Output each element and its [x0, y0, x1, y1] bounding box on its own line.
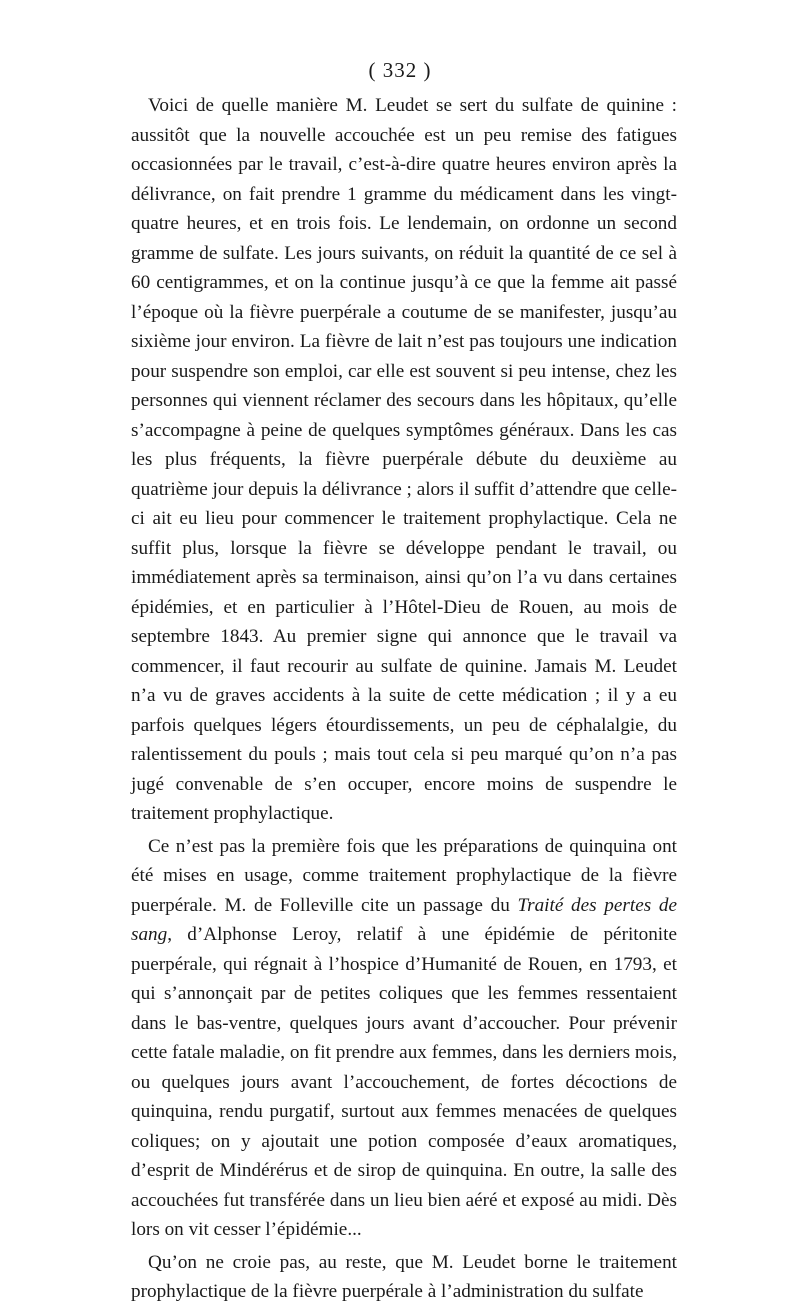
- paragraph-3: [131, 1248, 677, 1307]
- paragraph-2: [131, 832, 677, 1245]
- paragraph-3-text: Qu’on ne croie pas, au reste, que M. Leudet borne le traitement prophylactique de la fièvre puerpérale à l’administration du sulfate: [131, 1251, 677, 1302]
- paragraph-2-text-end: , d’Alphonse Leroy, relatif à une épidémie de péritonite puerpérale, qui régnait à l’hospice d’Humanité de Rouen, en 1793, et qui s’annonçait par de petites coliques que les femmes ressentaient dans le bas-ventre, quelques jours avant d’accoucher. Pour prévenir cette fatale maladie, on fit prendre aux femmes, dans les derniers mois, ou quelques jours avant l’accouchement, de fortes décoctions de quinquina, rendu purgatif, surtout aux femmes menacées de quelques coliques; on y ajoutait une potion composée d’eaux aromatiques, d’esprit de Mindérérus et de sirop de quinquina. En outre, la salle des accouchées fut transférée dans un lieu bien aéré et exposé au midi. Dès lors on vit cesser l’épidémie...: [131, 924, 677, 1240]
- paragraph-1: [131, 91, 677, 829]
- paragraph-1-text: Voici de quelle manière M. Leudet se sert du sulfate de quinine : aussitôt que la nouvelle accouchée est un peu remise des fatigues occasionnées par le travail, c’est-à-dire quatre heures environ après la délivrance, on fait prendre 1 gramme du médicament dans les vingt-quatre heures, et en trois fois. Le lendemain, on ordonne un second gramme de sulfate. Les jours suivants, on réduit la quantité de ce sel à 60 centigrammes, et on la continue jusqu’à ce que la femme ait passé l’époque où la fièvre puerpérale a coutume de se manifester, jusqu’au sixième jour environ. La fièvre de lait n’est pas toujours une indication pour suspendre son emploi, car elle est souvent si peu intense, chez les personnes qui viennent réclamer des secours dans les hôpitaux, qu’elle s’accompagne à peine de quelques symptômes généraux. Dans les cas les plus fréquents, la fièvre puerpérale débute du deuxième au quatrième jour depuis la délivrance ; alors il suffit d’attendre que celle-ci ait eu lieu pour commencer le traitement prophylactique. Cela ne suffit plus, lorsque la fièvre se développe pendant le travail, ou immédiatement après sa terminaison, ainsi qu’on l’a vu dans certaines épidémies, et en particulier à l’Hôtel-Dieu de Rouen, au mois de septembre 1843. Au premier signe qui annonce que le travail va commencer, il faut recourir au sulfate de quinine. Jamais M. Leudet n’a vu de graves accidents à la suite de cette médication ; il y a eu parfois quelques légers étourdissements, un peu de céphalalgie, du ralentissement du pouls ; mais tout cela si peu marqué qu’on n’a pas jugé convenable de s’en occuper, encore moins de suspendre le traitement prophylactique.: [131, 95, 677, 824]
- page-number: ( 332 ): [368, 58, 432, 82]
- book-title-citation: Traité des pertes de sang: [131, 894, 677, 945]
- body-text: [131, 91, 677, 1307]
- paragraph-2-text-start: Ce n’est pas la première fois que les préparations de quinquina ont été mises en usage, comme traitement prophylactique de la fièvre puerpérale. M. de Folleville cite un passage du: [131, 835, 677, 916]
